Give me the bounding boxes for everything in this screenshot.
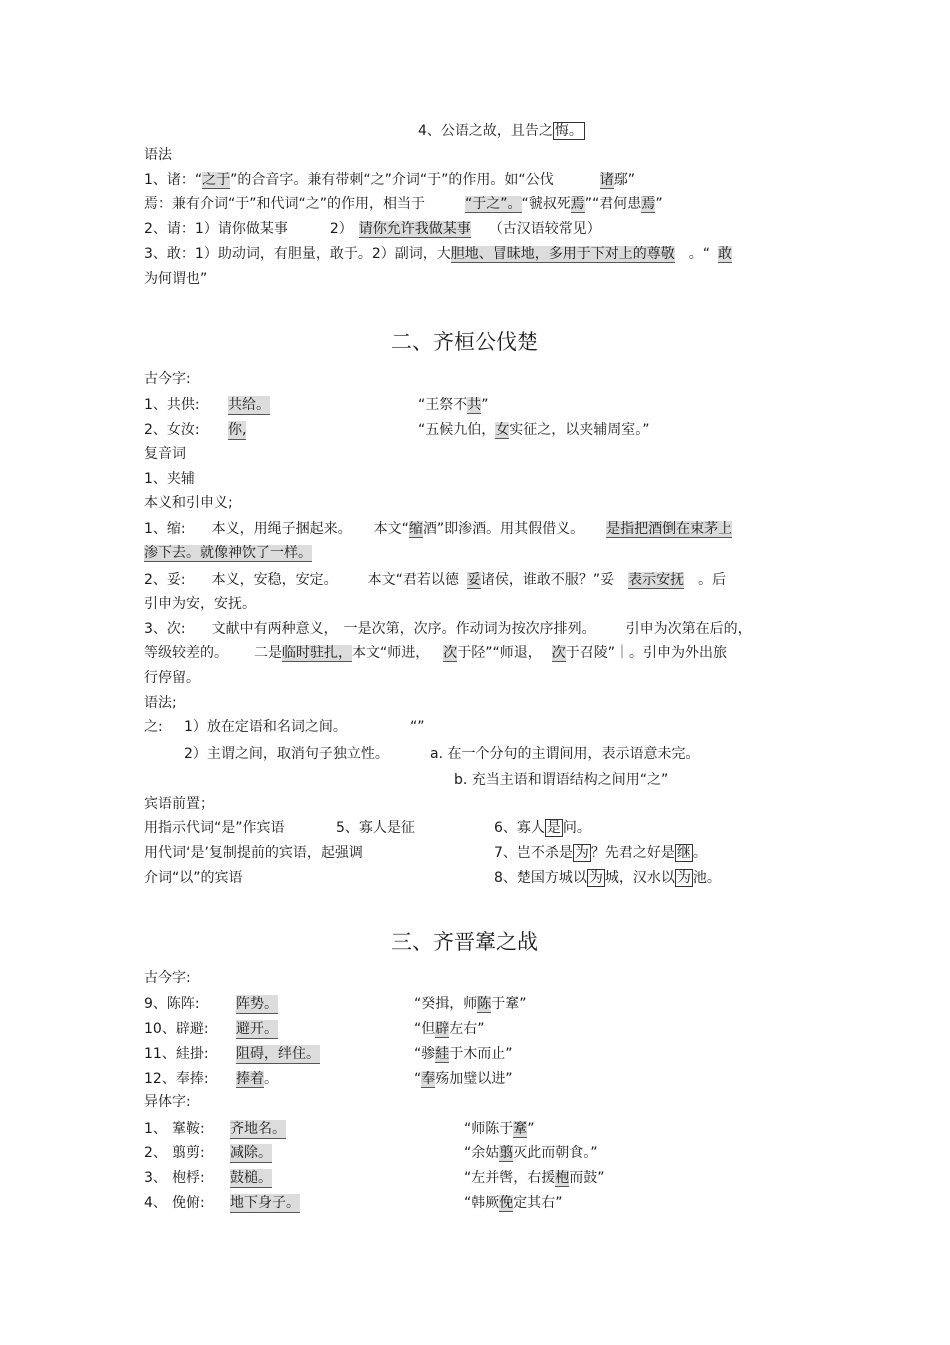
row-zhi-b: b. 充当主语和谓语结构之间用“之” (454, 772, 669, 788)
highlighted-text: 表示安抚 (628, 572, 685, 588)
text-span: 左右” (449, 1021, 485, 1037)
line-gan (144, 245, 732, 263)
text-span: “但 (414, 1021, 436, 1037)
text-span: 1、共供: (144, 397, 200, 413)
text-span: 一是次第，次序。作动词为按次序排列。 (343, 621, 596, 637)
highlighted-text: 共 (467, 397, 482, 413)
text-span: 8、楚国方城以 (494, 870, 587, 886)
row-ci-cont (144, 644, 727, 662)
text-span: “左并辔，右援 (464, 1170, 556, 1186)
line-gonggu (418, 122, 585, 140)
row-guagua (144, 1045, 844, 1063)
row-fufu (144, 1169, 844, 1187)
item-jiafu: 1、夹辅 (144, 471, 195, 487)
text-span: 二是 (254, 645, 282, 661)
highlighted-text: 齐地名。 (230, 1121, 286, 1137)
text-span: 而鼓” (569, 1170, 605, 1186)
highlighted-text: 翦 (499, 1145, 514, 1161)
label-bingyu: 宾语前置； (144, 796, 214, 812)
text-span: “韩厥 (464, 1195, 500, 1211)
text-span: 翦剪: (172, 1145, 205, 1161)
text-span: 1、缩: (144, 521, 186, 537)
text-span: 诸侯，谁敢不服？”妥 (480, 572, 615, 588)
text-span: ”“君何患 (584, 196, 642, 212)
text-span: 引申为次第在后的， (625, 621, 752, 637)
text-span: 鄢” (613, 172, 635, 188)
text-span: 鞌鞍: (172, 1121, 205, 1137)
highlighted-text: 鞌 (513, 1121, 528, 1137)
highlighted-text: 阻碍，绊住。 (236, 1046, 320, 1062)
section-title-3: 三、齐晋鞌之战 (391, 930, 538, 954)
highlighted-text: 次 (551, 645, 566, 661)
text-span: 7、岂不杀是 (494, 845, 573, 861)
text-span: 2、女汝: (144, 422, 200, 438)
text-span: 4、 (144, 1195, 167, 1211)
text-span: “虢叔死 (521, 196, 571, 212)
highlighted-text: 之于 (202, 172, 231, 188)
row-tuo (144, 571, 726, 589)
text-span: 介词“以”的宾语 (144, 870, 243, 886)
highlighted-text: 胆地、冒昧地，多用于下对上的尊敬 (450, 246, 675, 262)
text-span: 等级较差的。 (144, 645, 228, 661)
text-span: 。 (692, 845, 707, 861)
line-gan-cont: 为何谓也” (144, 271, 208, 287)
text-span: “” (410, 719, 425, 735)
text-span: 用代词‘是’复制提前的宾语，起强调 (144, 845, 363, 861)
text-span: ”的合音字。兼有带刺“之”介词“于”的作用。如“公伐 (230, 172, 554, 188)
row-pibi (144, 1020, 844, 1038)
highlighted-text: 敢 (718, 246, 732, 262)
text-span: 2） (329, 221, 353, 237)
highlighted-text: 妥 (466, 572, 481, 588)
text-span: 2、妥: (144, 572, 186, 588)
highlighted-text: 枹 (555, 1170, 570, 1186)
row-fufu2 (144, 1194, 844, 1212)
highlighted-text: 次 (443, 645, 458, 661)
text-span: 殇加璧以进” (435, 1071, 513, 1087)
label-grammar-2: 语法; (144, 695, 177, 711)
text-span: 焉：兼有介词“于”和代词“之”的作用，相当于 (144, 196, 426, 212)
boxed-word: 悔。 (554, 123, 583, 139)
highlighted-text: 缩 (408, 521, 423, 537)
boxed-text: 为 (676, 870, 691, 886)
text-span: 文献中有两种意义， (211, 621, 338, 637)
section-title-2: 二、齐桓公伐楚 (391, 330, 538, 354)
text-span: 于召陵”｜。引申为外出旅 (565, 645, 728, 661)
text-span: 1、诸：“ (144, 172, 203, 188)
row-suo-cont (144, 544, 312, 562)
row-suo (144, 520, 732, 538)
highlighted-text: 请你允许我做某事 (358, 221, 471, 237)
text-span: 本文“师进， (352, 645, 430, 661)
text-span: 。后 (698, 572, 727, 588)
text-span: 本义，用绳子捆起来。 (211, 521, 352, 537)
label-yitizi: 异体字: (144, 1094, 191, 1110)
row-anan (144, 1120, 844, 1138)
highlighted-text: 焉 (570, 196, 585, 212)
text-span: “王祭不 (418, 397, 468, 413)
text-span: 本文“ (373, 521, 409, 537)
text-span: 于鞌” (491, 996, 527, 1012)
text-span: 3、次: (144, 621, 186, 637)
text-span: 本义，安稳，安定。 (211, 572, 338, 588)
row-obj-1 (144, 819, 844, 837)
highlighted-text: 焉 (641, 196, 656, 212)
text-span: “ (414, 1071, 422, 1087)
text-span: 5、寡人是征 (336, 820, 415, 836)
highlighted-text: 诸 (599, 172, 614, 188)
text-span: 俛俯: (172, 1195, 205, 1211)
text-span: 问。 (562, 820, 591, 836)
text-span: ” (527, 1121, 535, 1137)
highlighted-text: 避开。 (236, 1021, 278, 1037)
row-ci (144, 620, 752, 638)
text-span: 2）主谓之间，取消句子独立性。 (184, 746, 389, 762)
text-span: “五候九伯， (418, 422, 496, 438)
row-zhi (144, 718, 844, 736)
text-span: “癸揖，师 (414, 996, 478, 1012)
boxed-text: 继 (676, 845, 691, 861)
highlighted-text: 临时驻扎， (282, 645, 352, 661)
text-span: “骖 (414, 1046, 436, 1062)
row-tuo-cont: 引申为安，安抚。 (144, 596, 256, 612)
highlighted-text: 奉 (421, 1071, 436, 1087)
subheading-grammar: 语法 (144, 147, 172, 163)
highlighted-text: 絓 (435, 1046, 450, 1062)
row-obj-2 (144, 844, 844, 862)
text-span: 2、请：1）请你做某事 (144, 221, 288, 237)
text-span: 。 (264, 1071, 278, 1087)
text-span: 4、公语之故，且告之 (418, 123, 553, 139)
line-zhu (144, 171, 635, 189)
highlighted-text: 渗下去。就像神饮了一样。 (144, 545, 312, 561)
text-span: ” (655, 196, 663, 212)
row-ci-cont2: 行停留。 (144, 670, 200, 686)
highlighted-text: 陈 (477, 996, 492, 1012)
text-span: 实征之，以夹辅周室。” (509, 422, 650, 438)
text-span: 灭此而朝食。” (513, 1145, 598, 1161)
boxed-text: 是 (546, 820, 561, 836)
text-span: 城，汉水以 (604, 870, 675, 886)
text-span: 10、辟避: (144, 1021, 209, 1037)
text-span: ” (481, 397, 489, 413)
text-span: 池。 (692, 870, 721, 886)
highlighted-text: 你, (228, 422, 247, 438)
line-qing (144, 220, 601, 238)
row-jianjian (144, 1144, 844, 1162)
highlighted-text: 辟 (435, 1021, 450, 1037)
text-span: 于木而止” (449, 1046, 513, 1062)
highlighted-text: 俛 (499, 1195, 514, 1211)
row-nvru (144, 421, 844, 439)
text-span: （古汉语较常见） (488, 221, 601, 237)
label-fuyinci: 复音词 (144, 446, 186, 462)
text-span: 之: (144, 719, 163, 735)
row-gonggong (144, 396, 844, 414)
row-obj-3 (144, 869, 844, 887)
text-span: 3、敢：1）助动词，有胆量，敢于。2）副词，大 (144, 246, 451, 262)
text-span: 3、 (144, 1170, 167, 1186)
text-span: 本文“君若以德 (367, 572, 459, 588)
text-span: 用指示代词“是”作宾语 (144, 820, 285, 836)
highlighted-text: 鼓槌。 (230, 1170, 272, 1186)
text-span: “余姑 (464, 1145, 500, 1161)
label-benyi: 本义和引申义; (144, 495, 233, 511)
text-span: 酒”即渗酒。用其假借义。 (422, 521, 585, 537)
text-span: 6、寡人 (494, 820, 545, 836)
highlighted-text: 女 (495, 422, 510, 438)
text-span: 于陉”“师退， (457, 645, 542, 661)
text-span: 枹桴: (172, 1170, 205, 1186)
highlighted-text: 捧着 (236, 1071, 264, 1087)
text-span: 11、絓掛: (144, 1046, 209, 1062)
row-fengpeng (144, 1070, 844, 1088)
label-gujinzi-3: 古今字: (144, 970, 191, 986)
line-yan (144, 195, 663, 213)
row-chenzhen (144, 995, 844, 1013)
text-span: 12、奉捧: (144, 1071, 209, 1087)
text-span: “师陈于 (464, 1121, 514, 1137)
text-span: ？先君之好是 (590, 845, 675, 861)
text-span: a. 在一个分句的主谓间用，表示语意未完。 (430, 746, 700, 762)
text-span: 2、 (144, 1145, 167, 1161)
highlighted-text: 减除。 (230, 1145, 272, 1161)
boxed-text: 为 (574, 845, 589, 861)
text-span: 9、陈阵: (144, 996, 200, 1012)
text-span: 定其右” (513, 1195, 563, 1211)
highlighted-text: 是指把酒倒在束茅上 (606, 521, 733, 537)
boxed-text: 为 (588, 870, 603, 886)
text-span: 。“ (688, 246, 710, 262)
highlighted-text: 地下身子。 (230, 1195, 300, 1211)
text-span: 1）放在定语和名词之间。 (184, 719, 347, 735)
highlighted-text: 阵势。 (236, 996, 278, 1012)
text-span: 1、 (144, 1121, 167, 1137)
highlighted-text: 共给。 (228, 397, 270, 413)
label-gujinzi: 古今字: (144, 371, 191, 387)
highlighted-text: “于之”。 (465, 196, 522, 212)
